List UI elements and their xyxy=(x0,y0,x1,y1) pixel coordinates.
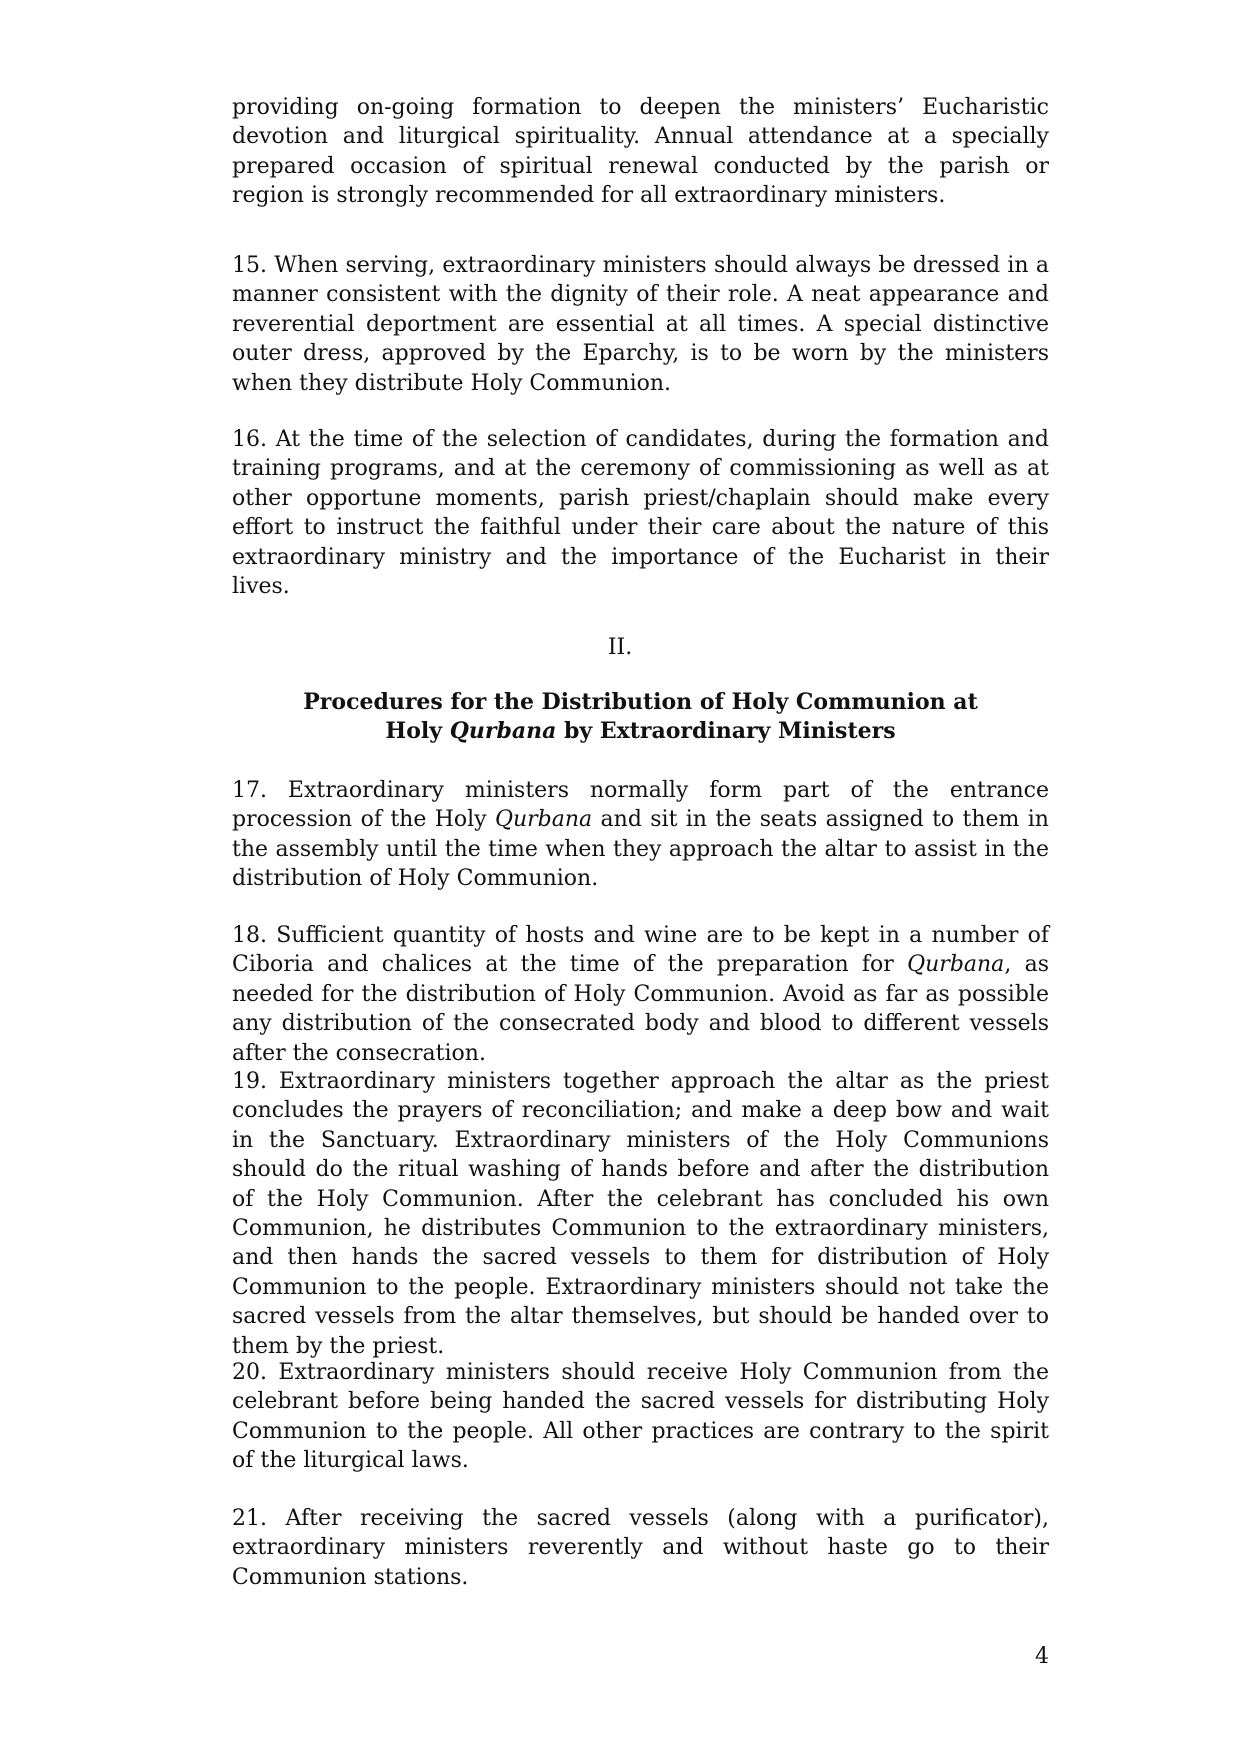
section-title xyxy=(232,688,1049,747)
paragraph-19: 19. Extraordinary ministers together approach the altar as the priest concludes the prayers of reconciliation; and make a deep bow and wait in the Sanctuary. Extraordinary ministers of the Holy Communions should do the ritual washing of hands before and after the distribution of the Holy Communion. After the celebrant has concluded his own Communion, he distributes Communion to the extraordinary ministers, and then hands the sacred vessels to them for distribution of Holy Communion to the people. Extraordinary ministers should not take the sacred vessels from the altar themselves, but should be handed over to them by the priest. xyxy=(232,1069,1049,1359)
section-title-line-2: Holy Qurbana by Extraordinary Ministers xyxy=(385,718,896,745)
paragraph-18: 18. Sufficient quantity of hosts and wine are to be kept in a number of Ciboria and chalices at the time of the preparation for Qurbana, as needed for the distribution of Holy Communion. Avoid as far as possible any distribution of the consecrated body and blood to different vessels after the consecration. xyxy=(232,923,1049,1066)
paragraph-16: 16. At the time of the selection of candidates, during the formation and training programs, and at the ceremony of commissioning as well as at other opportune moments, parish priest/chaplain should make every effort to instruct the faithful under their care about the nature of this extraordinary ministry and the importance of the Eucharist in their lives. xyxy=(232,427,1049,600)
qurbana-italic: Qurbana xyxy=(494,807,593,833)
paragraph-continuation: providing on-going formation to deepen the ministers’ Eucharistic devotion and liturgical spirituality. Annual attendance at a specially prepared occasion of spiritual renewal conducted by the parish or region is strongly recommended for all extraordinary ministers. xyxy=(232,95,1049,209)
paragraph-20: 20. Extraordinary ministers should receive Holy Communion from the celebrant before being handed the sacred vessels for distributing Holy Communion to the people. All other practices are contrary to the spirit of the liturgical laws. xyxy=(232,1360,1049,1474)
paragraph-15: 15. When serving, extraordinary ministers should always be dressed in a manner consistent with the dignity of their role. A neat appearance and reverential deportment are essential at all times. A special distinctive outer dress, approved by the Eparchy, is to be worn by the ministers when they distribute Holy Communion. xyxy=(232,253,1049,396)
paragraph-21: 21. After receiving the sacred vessels (along with a purificator), extraordinary ministers reverently and without haste go to their Communion stations. xyxy=(232,1506,1049,1590)
section-numeral: II. xyxy=(607,635,633,660)
page-number: 4 xyxy=(1035,1644,1049,1669)
qurbana-italic: Qurbana xyxy=(449,718,557,745)
qurbana-italic: Qurbana xyxy=(907,952,1005,978)
section-title-line-1: Procedures for the Distribution of Holy Communion at xyxy=(303,689,978,715)
paragraph-17: 17. Extraordinary ministers normally form part of the entrance procession of the Holy Qurbana and sit in the seats assigned to them in the assembly until the time when they approach the altar to assist in the distribution of Holy Communion. xyxy=(232,778,1049,892)
